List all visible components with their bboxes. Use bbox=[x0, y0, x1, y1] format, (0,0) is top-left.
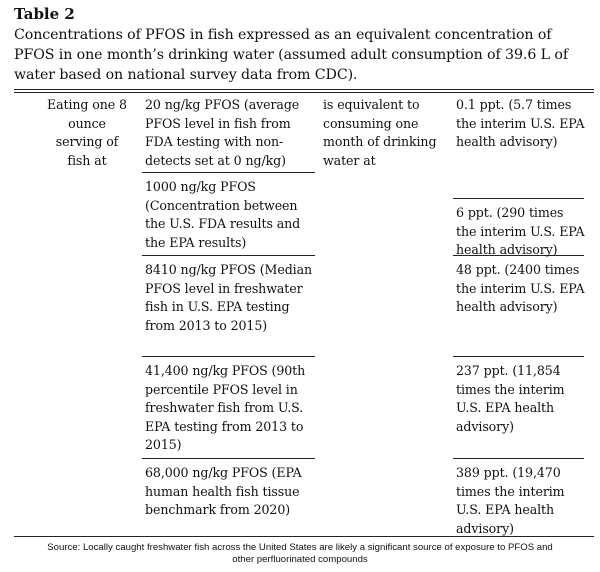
row-separator-level bbox=[142, 458, 315, 459]
row-separator-ppt bbox=[453, 356, 584, 357]
row-separator-level bbox=[142, 356, 315, 357]
source-note: Source: Locally caught freshwater fish across the United States are likely a significant source of exposure to PFOS and other perfluorinated compounds bbox=[47, 542, 553, 565]
table-header-rule bbox=[14, 92, 594, 93]
row-separator-ppt bbox=[453, 458, 584, 459]
fish-level-cell: 41,400 ng/kg PFOS (90th percentile PFOS level in freshwater fish from U.S. EPA testing from 2013 to 2015) bbox=[145, 363, 306, 452]
table-label: Table 2 bbox=[14, 5, 75, 23]
fish-level-cell: 1000 ng/kg PFOS (Concentration between the U.S. FDA results and the EPA results) bbox=[145, 179, 301, 250]
fish-level-cell: 68,000 ng/kg PFOS (EPA human health fish tissue benchmark from 2020) bbox=[145, 465, 302, 517]
fish-level-cell: 8410 ng/kg PFOS (Median PFOS level in freshwater fish in U.S. EPA testing from 2013 to 2015) bbox=[145, 262, 313, 333]
table-bottom-rule bbox=[14, 536, 594, 537]
row-separator-ppt bbox=[453, 198, 584, 199]
table-caption: Concentrations of PFOS in fish expressed as an equivalent concentration of PFOS in one month’s drinking water (assumed adult consumption of 39.6 L of water based on national survey data from CDC). bbox=[14, 27, 568, 83]
table-top-rule bbox=[14, 89, 594, 90]
equivalent-label: is equivalent to consuming one month of drinking water at bbox=[323, 97, 437, 168]
water-equivalent-cell: 0.1 ppt. (5.7 times the interim U.S. EPA health advisory) bbox=[456, 97, 585, 149]
water-equivalent-cell: 6 ppt. (290 times the interim U.S. EPA health advisory) bbox=[456, 205, 585, 257]
water-equivalent-cell: 389 ppt. (19,470 times the interim U.S. EPA health advisory) bbox=[456, 465, 565, 536]
eating-label: Eating one 8 ounce serving of fish at bbox=[47, 97, 127, 168]
row-separator-level bbox=[142, 172, 315, 173]
row-separator-level bbox=[142, 255, 315, 256]
water-equivalent-cell: 237 ppt. (11,854 times the interim U.S. EPA health advisory) bbox=[456, 363, 565, 434]
fish-level-cell: 20 ng/kg PFOS (average PFOS level in fish from FDA testing with non-detects set at 0 ng/kg) bbox=[145, 97, 300, 168]
row-separator-ppt bbox=[453, 255, 584, 256]
water-equivalent-cell: 48 ppt. (2400 times the interim U.S. EPA health advisory) bbox=[456, 262, 585, 314]
